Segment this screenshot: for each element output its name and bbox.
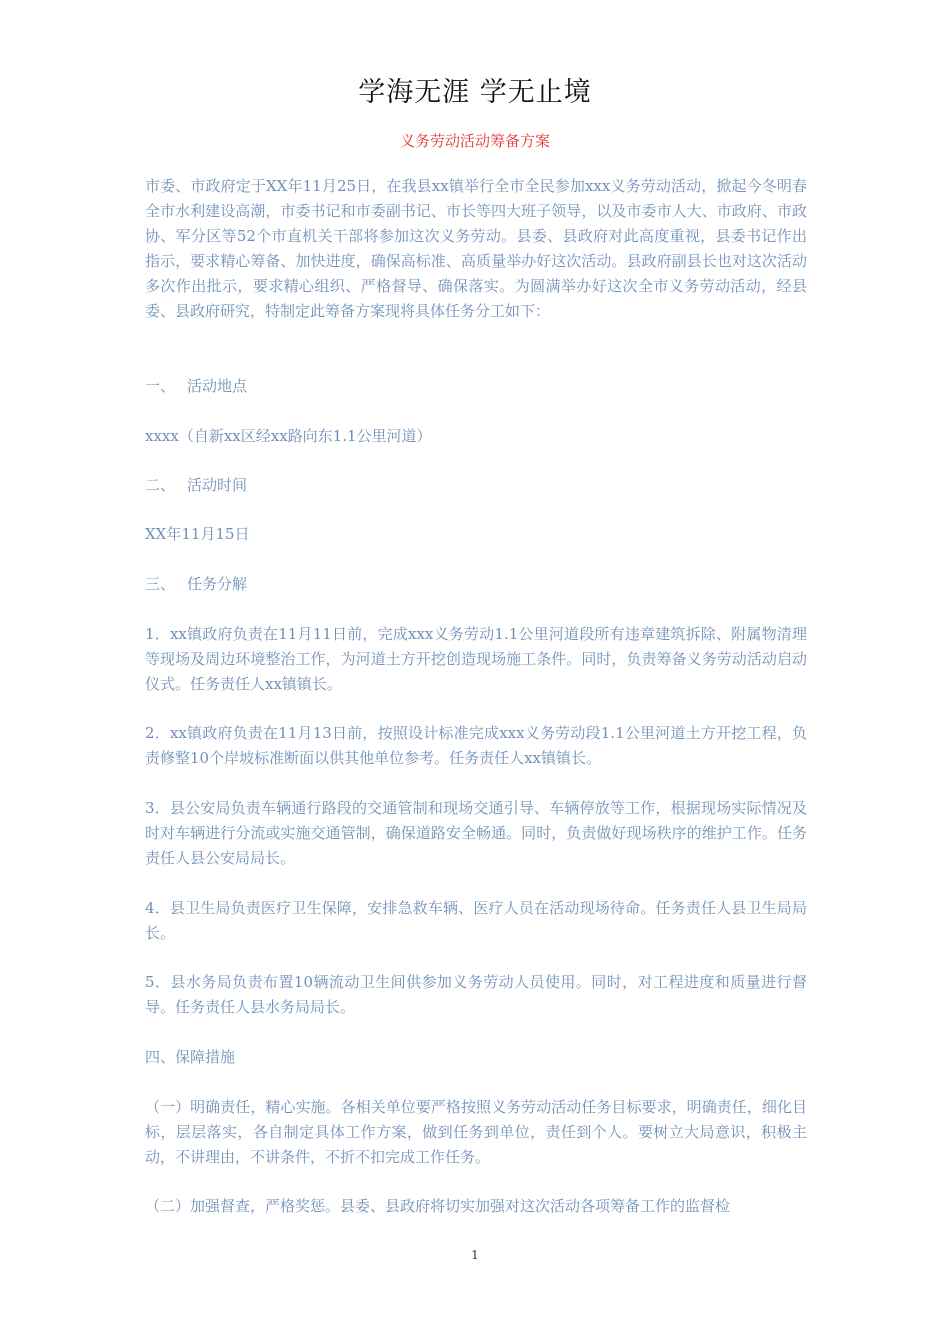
task-item: 4．县卫生局负责医疗卫生保障，安排急救车辆、医疗人员在活动现场待命。任务责任人县卫生局局长。 (145, 899, 807, 942)
section-label: 活动地点 (187, 377, 248, 395)
page-number: 1 (471, 1248, 479, 1262)
task-item: 1．xx镇政府负责在11月11日前，完成xxx义务劳动1.1公里河道段所有违章建筑拆除、附属物清理等现场及周边环境整治工作，为河道土方开挖创造现场施工条件。同时，负责筹备义务劳动活动启动仪式。任务责任人xx镇镇长。 (145, 625, 807, 693)
section-label: 任务分解 (187, 575, 248, 593)
section-heading-time (145, 473, 247, 498)
date-text: XX年11月15日 (145, 525, 250, 543)
section-number: 三、 (145, 575, 176, 593)
document-title: 义务劳动活动筹备方案 (399, 132, 550, 150)
section-number: 二、 (145, 476, 176, 494)
section-number: 一、 (145, 377, 176, 395)
measure-item: （二）加强督查，严格奖惩。县委、县政府将切实加强对这次活动各项筹备工作的监督检 (145, 1197, 731, 1215)
section-label: 活动时间 (187, 476, 248, 494)
task-item: 3．县公安局负责车辆通行路段的交通管制和现场交通引导、车辆停放等工作，根据现场实际情况及时对车辆进行分流或实施交通管制，确保道路安全畅通。同时，负责做好现场秩序的维护工作。任务责任人县公安局局长。 (145, 799, 807, 867)
section-heading-location (145, 374, 247, 399)
task-item: 5．县水务局负责布置10辆流动卫生间供参加义务劳动人员使用。同时，对工程进度和质量进行督导。任务责任人县水务局局长。 (145, 973, 807, 1016)
task-item: 2．xx镇政府负责在11月13日前，按照设计标准完成xxx义务劳动段1.1公里河道土方开挖工程，负责修整10个岸坡标准断面以供其他单位参考。任务责任人xx镇镇长。 (145, 724, 807, 767)
page-header: 学海无涯 学无止境 (358, 77, 592, 108)
intro-paragraph: 市委、市政府定于XX年11月25日，在我县xx镇举行全市全民参加xxx义务劳动活动，掀起今冬明春全市水利建设高潮，市委书记和市委副书记、市长等四大班子领导，以及市委市人大、市政府、市政协、军分区等52个市直机关干部将参加这次义务劳动。县委、县政府对此高度重视，县委书记作出指示，要求精心筹备、加快进度，确保高标准、高质量举办好这次活动。县政府副县长也对这次活动多次作出批示，要求精心组织、严格督导、确保落实。为圆满举办好这次全市义务劳动活动，经县委、县政府研究，特制定此筹备方案现将具体任务分工如下： (145, 177, 807, 320)
measure-item: （一）明确责任，精心实施。各相关单位要严格按照义务劳动活动任务目标要求，明确责任，细化目标，层层落实，各自制定具体工作方案，做到任务到单位，责任到个人。要树立大局意识，积极主动，不讲理由，不讲条件，不折不扣完成工作任务。 (145, 1098, 807, 1166)
location-text: xxxx（自新xx区经xx路向东1.1公里河道） (145, 427, 432, 445)
section-heading-tasks (145, 572, 247, 597)
section-heading-measures: 四、保障措施 (145, 1048, 236, 1066)
